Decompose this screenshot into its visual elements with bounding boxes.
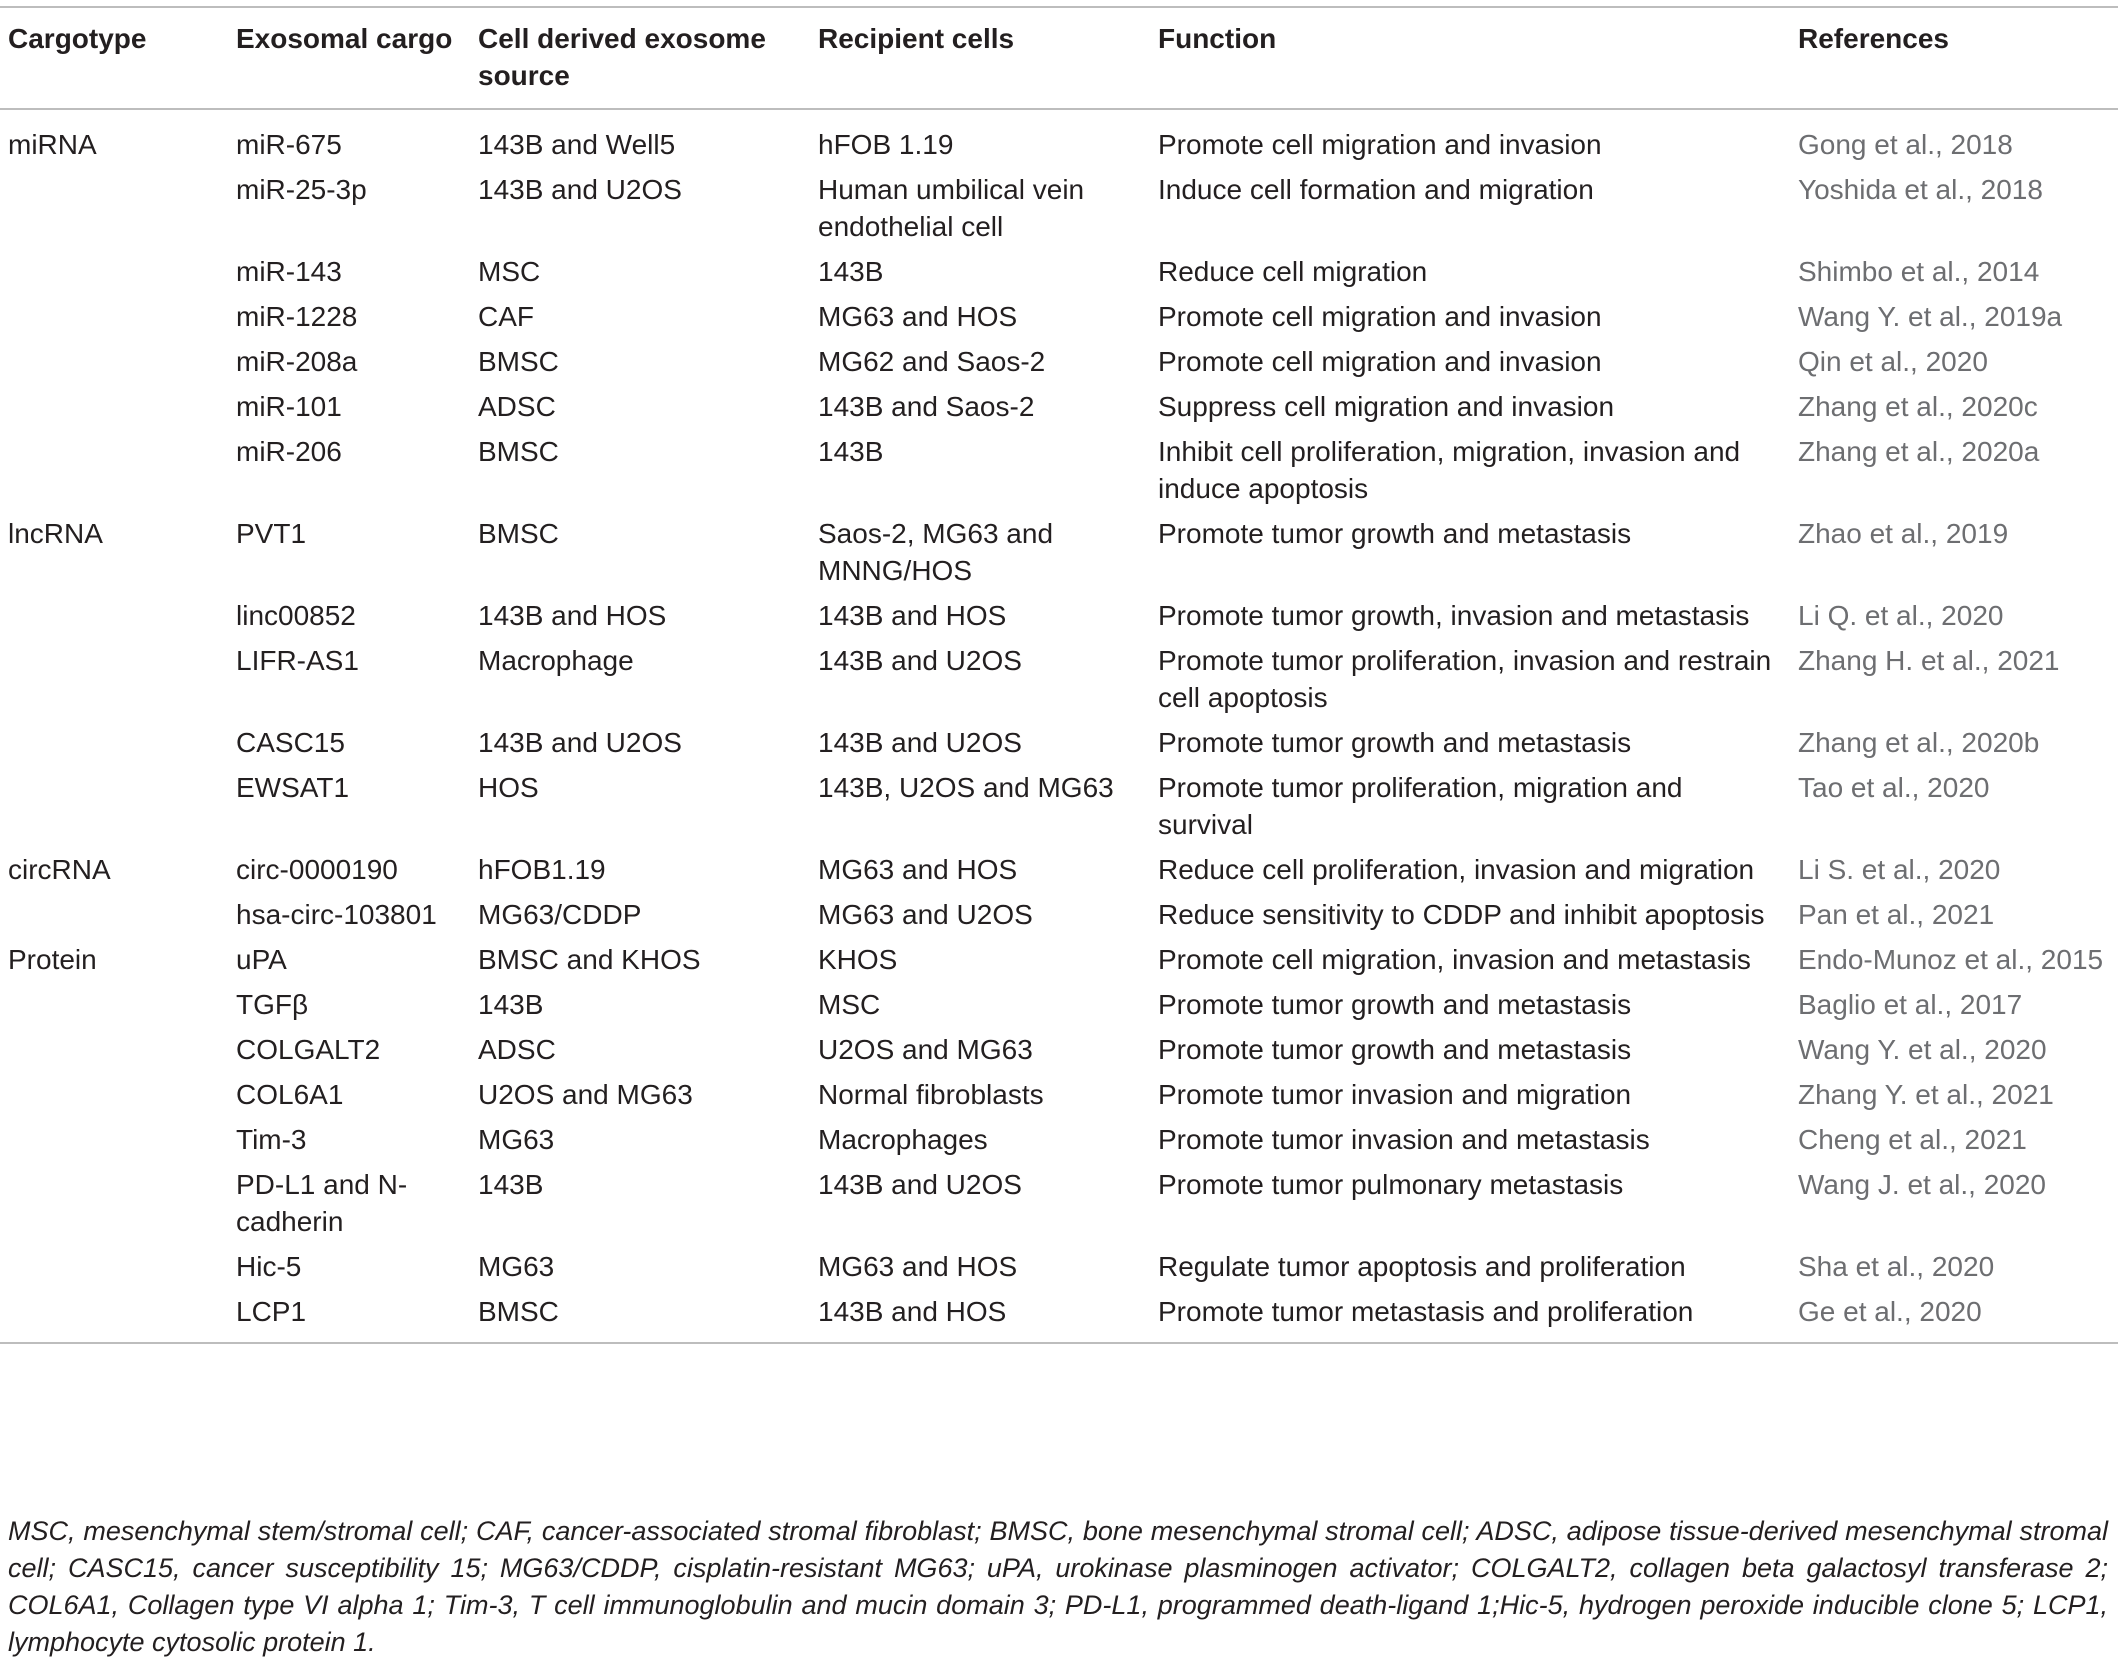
- exosome-source-cell: U2OS and MG63: [478, 1079, 693, 1110]
- function-cell: Promote cell migration and invasion: [1158, 129, 1602, 160]
- function-cell: Reduce sensitivity to CDDP and inhibit apoptosis: [1158, 899, 1765, 930]
- recipient-cells-cell: MG63 and HOS: [818, 1251, 1018, 1282]
- table-row: [0, 1162, 2118, 1244]
- function-cell: Promote cell migration, invasion and metastasis: [1158, 944, 1751, 975]
- recipient-cells-cell: MG63 and HOS: [818, 854, 1018, 885]
- function-cell: Promote tumor proliferation, invasion and restrain cell apoptosis: [1158, 645, 1772, 713]
- function-cell: Promote tumor metastasis and proliferation: [1158, 1296, 1694, 1327]
- exosome-source-cell: ADSC: [478, 391, 556, 422]
- function-cell: Promote tumor growth and metastasis: [1158, 1034, 1632, 1065]
- function-cell: Reduce cell proliferation, invasion and migration: [1158, 854, 1755, 885]
- cargotype-cell: [0, 593, 228, 638]
- function-cell: Suppress cell migration and invasion: [1158, 391, 1615, 422]
- header-function: Function: [1158, 23, 1277, 54]
- table-row: [0, 511, 2118, 593]
- header-exosomal-cargo: Exosomal cargo: [236, 23, 453, 54]
- table-body: [0, 109, 2118, 1343]
- recipient-cells-cell: U2OS and MG63: [818, 1034, 1033, 1065]
- exosomal-cargo-cell: LCP1: [236, 1296, 307, 1327]
- exosome-source-cell: 143B and U2OS: [478, 174, 682, 205]
- table-row: [0, 1027, 2118, 1072]
- reference-cell: Li S. et al., 2020: [1798, 854, 2001, 885]
- reference-cell: Zhang H. et al., 2021: [1798, 645, 2060, 676]
- exosome-source-cell: BMSC: [478, 436, 559, 467]
- reference-cell: Li Q. et al., 2020: [1798, 600, 2004, 631]
- exosomal-cargo-cell: COL6A1: [236, 1079, 344, 1110]
- reference-cell: Wang J. et al., 2020: [1798, 1169, 2046, 1200]
- exosome-source-cell: 143B and Well5: [478, 129, 676, 160]
- cargotype-cell: miRNA: [8, 129, 97, 160]
- cargotype-cell: [0, 339, 228, 384]
- table-row: [0, 1072, 2118, 1117]
- cargotype-cell: Protein: [8, 944, 97, 975]
- table-row: [0, 982, 2118, 1027]
- exosomal-cargo-cell: miR-25-3p: [236, 174, 367, 205]
- exosome-source-cell: CAF: [478, 301, 534, 332]
- table-row: [0, 294, 2118, 339]
- recipient-cells-cell: 143B and HOS: [818, 600, 1007, 631]
- exosome-source-cell: MG63/CDDP: [478, 899, 642, 930]
- recipient-cells-cell: Human umbilical vein endothelial cell: [818, 174, 1085, 242]
- exosome-source-cell: HOS: [478, 772, 539, 803]
- exosomal-cargo-cell: circ-0000190: [236, 854, 398, 885]
- recipient-cells-cell: Normal fibroblasts: [818, 1079, 1044, 1110]
- exosomal-cargo-cell: uPA: [236, 944, 287, 975]
- recipient-cells-cell: 143B and U2OS: [818, 727, 1022, 758]
- exosomal-cargo-cell: CASC15: [236, 727, 345, 758]
- table-row: [0, 167, 2118, 249]
- function-cell: Inhibit cell proliferation, migration, invasion and induce apoptosis: [1158, 436, 1741, 504]
- recipient-cells-cell: 143B: [818, 256, 884, 287]
- cargotype-cell: [0, 384, 228, 429]
- exosome-source-cell: ADSC: [478, 1034, 556, 1065]
- function-cell: Promote tumor growth and metastasis: [1158, 727, 1632, 758]
- function-cell: Promote tumor proliferation, migration and survival: [1158, 772, 1683, 840]
- recipient-cells-cell: Saos-2, MG63 and MNNG/HOS: [818, 518, 1054, 586]
- exosome-source-cell: hFOB1.19: [478, 854, 606, 885]
- table-row: [0, 638, 2118, 720]
- cargotype-cell: [0, 167, 228, 249]
- table-row: [0, 765, 2118, 847]
- reference-cell: Zhang Y. et al., 2021: [1798, 1079, 2054, 1110]
- recipient-cells-cell: Macrophages: [818, 1124, 988, 1155]
- header-row: [0, 7, 2118, 109]
- reference-cell: Ge et al., 2020: [1798, 1296, 1982, 1327]
- table-row: [0, 892, 2118, 937]
- table-row: [0, 384, 2118, 429]
- exosome-source-cell: 143B: [478, 989, 544, 1020]
- exosome-source-cell: BMSC and KHOS: [478, 944, 701, 975]
- exosomal-cargo-cell: EWSAT1: [236, 772, 350, 803]
- function-cell: Induce cell formation and migration: [1158, 174, 1594, 205]
- recipient-cells-cell: 143B: [818, 436, 884, 467]
- cargotype-cell: [0, 982, 228, 1027]
- recipient-cells-cell: MG62 and Saos-2: [818, 346, 1046, 377]
- exosomal-cargo-cell: miR-206: [236, 436, 342, 467]
- header-recipient-cells: Recipient cells: [818, 23, 1015, 54]
- reference-cell: Zhang et al., 2020c: [1798, 391, 2038, 422]
- recipient-cells-cell: MSC: [818, 989, 881, 1020]
- exosomal-cargo-cell: Hic-5: [236, 1251, 302, 1282]
- function-cell: Promote tumor invasion and migration: [1158, 1079, 1632, 1110]
- exosomal-cargo-cell: linc00852: [236, 600, 356, 631]
- function-cell: Promote tumor growth, invasion and metastasis: [1158, 600, 1750, 631]
- function-cell: Reduce cell migration: [1158, 256, 1428, 287]
- function-cell: Promote cell migration and invasion: [1158, 346, 1602, 377]
- table-row: [0, 1244, 2118, 1289]
- recipient-cells-cell: KHOS: [818, 944, 898, 975]
- function-cell: Promote tumor growth and metastasis: [1158, 989, 1632, 1020]
- exosome-source-cell: MG63: [478, 1124, 555, 1155]
- exosome-source-cell: 143B and HOS: [478, 600, 667, 631]
- exosome-source-cell: BMSC: [478, 346, 559, 377]
- function-cell: Promote tumor invasion and metastasis: [1158, 1124, 1650, 1155]
- reference-cell: Zhao et al., 2019: [1798, 518, 2009, 549]
- table-header: [0, 7, 2118, 109]
- recipient-cells-cell: 143B and HOS: [818, 1296, 1007, 1327]
- exosomal-cargo-cell: miR-1228: [236, 301, 358, 332]
- exosomal-cargo-cell: TGFβ: [236, 989, 309, 1020]
- reference-cell: Pan et al., 2021: [1798, 899, 1995, 930]
- reference-cell: Shimbo et al., 2014: [1798, 256, 2040, 287]
- recipient-cells-cell: 143B and Saos-2: [818, 391, 1035, 422]
- exosomal-cargo-cell: PVT1: [236, 518, 307, 549]
- cargotype-cell: [0, 892, 228, 937]
- table-row: [0, 429, 2118, 511]
- cargotype-cell: [0, 1072, 228, 1117]
- cargotype-cell: circRNA: [8, 854, 111, 885]
- reference-cell: Zhang et al., 2020b: [1798, 727, 2040, 758]
- cargotype-cell: [0, 1162, 228, 1244]
- exosomal-cargo-cell: Tim-3: [236, 1124, 307, 1155]
- exosomal-cargo-cell: LIFR-AS1: [236, 645, 359, 676]
- cargotype-cell: [0, 1027, 228, 1072]
- exosomal-cargo-cell: miR-143: [236, 256, 342, 287]
- reference-cell: Sha et al., 2020: [1798, 1251, 1995, 1282]
- exosomal-cargo-cell: COLGALT2: [236, 1034, 381, 1065]
- header-cargotype: Cargotype: [8, 23, 147, 54]
- function-cell: Regulate tumor apoptosis and proliferation: [1158, 1251, 1686, 1282]
- function-cell: Promote tumor pulmonary metastasis: [1158, 1169, 1624, 1200]
- cargotype-cell: [0, 249, 228, 294]
- table-row: [0, 249, 2118, 294]
- table-row: [0, 1289, 2118, 1343]
- table-row: [0, 1117, 2118, 1162]
- header-exosome-source: Cell derived exosome source: [478, 23, 766, 91]
- reference-cell: Zhang et al., 2020a: [1798, 436, 2040, 467]
- table-row: [0, 937, 2118, 982]
- header-references: References: [1798, 23, 1949, 54]
- exosome-source-cell: BMSC: [478, 518, 559, 549]
- exosome-source-cell: MSC: [478, 256, 541, 287]
- exosomal-cargo-cell: PD-L1 and N-cadherin: [236, 1169, 408, 1237]
- cargotype-cell: [0, 638, 228, 720]
- cargotype-cell: [0, 294, 228, 339]
- cargotype-cell: [0, 765, 228, 847]
- exosomal-cargo-cell: hsa-circ-103801: [236, 899, 437, 930]
- cargotype-cell: [0, 720, 228, 765]
- table-footnote: MSC, mesenchymal stem/stromal cell; CAF, cancer-associated stromal fibroblast; BMSC, bone mesenchymal stromal cell; ADSC, adipose tissue-derived mesenchymal stromal cell; CASC15, cancer susceptibility 15; MG63/CDDP, cisplatin-resistant MG63; uPA, urokinase plasminogen activator; COLGALT2, collagen beta galactosyl transferase 2; COL6A1, Collagen type VI alpha 1; Tim-3, T cell immunoglobulin and mucin domain 3; PD-L1, programmed death-ligand 1;Hic-5, hydrogen peroxide inducible clone 5; LCP1, lymphocyte cytosolic protein 1.: [8, 1516, 2108, 1657]
- exosomal-cargo-cell: miR-675: [236, 129, 342, 160]
- function-cell: Promote cell migration and invasion: [1158, 301, 1602, 332]
- table-row: [0, 720, 2118, 765]
- table-row: [0, 847, 2118, 892]
- reference-cell: Baglio et al., 2017: [1798, 989, 2023, 1020]
- reference-cell: Tao et al., 2020: [1798, 772, 1990, 803]
- reference-cell: Qin et al., 2020: [1798, 346, 1988, 377]
- exosome-source-cell: Macrophage: [478, 645, 634, 676]
- exosomal-cargo-cell: miR-101: [236, 391, 342, 422]
- reference-cell: Wang Y. et al., 2019a: [1798, 301, 2063, 332]
- exosome-source-cell: 143B: [478, 1169, 544, 1200]
- recipient-cells-cell: 143B and U2OS: [818, 645, 1022, 676]
- reference-cell: Gong et al., 2018: [1798, 129, 2013, 160]
- table-row: [0, 339, 2118, 384]
- reference-cell: Cheng et al., 2021: [1798, 1124, 2027, 1155]
- cargotype-cell: lncRNA: [8, 518, 103, 549]
- cargotype-cell: [0, 429, 228, 511]
- recipient-cells-cell: MG63 and U2OS: [818, 899, 1033, 930]
- exosome-source-cell: MG63: [478, 1251, 555, 1282]
- table-row: [0, 109, 2118, 167]
- recipient-cells-cell: MG63 and HOS: [818, 301, 1018, 332]
- exosomal-cargo-cell: miR-208a: [236, 346, 358, 377]
- function-cell: Promote tumor growth and metastasis: [1158, 518, 1632, 549]
- exosome-source-cell: 143B and U2OS: [478, 727, 682, 758]
- reference-cell: Endo-Munoz et al., 2015: [1798, 944, 2104, 975]
- cargotype-cell: [0, 1289, 228, 1343]
- reference-cell: Yoshida et al., 2018: [1798, 174, 2043, 205]
- recipient-cells-cell: 143B, U2OS and MG63: [818, 772, 1114, 803]
- recipient-cells-cell: hFOB 1.19: [818, 129, 954, 160]
- reference-cell: Wang Y. et al., 2020: [1798, 1034, 2047, 1065]
- exosome-source-cell: BMSC: [478, 1296, 559, 1327]
- exosomal-cargo-table: [0, 6, 2118, 1344]
- table-row: [0, 593, 2118, 638]
- recipient-cells-cell: 143B and U2OS: [818, 1169, 1022, 1200]
- cargotype-cell: [0, 1117, 228, 1162]
- cargotype-cell: [0, 1244, 228, 1289]
